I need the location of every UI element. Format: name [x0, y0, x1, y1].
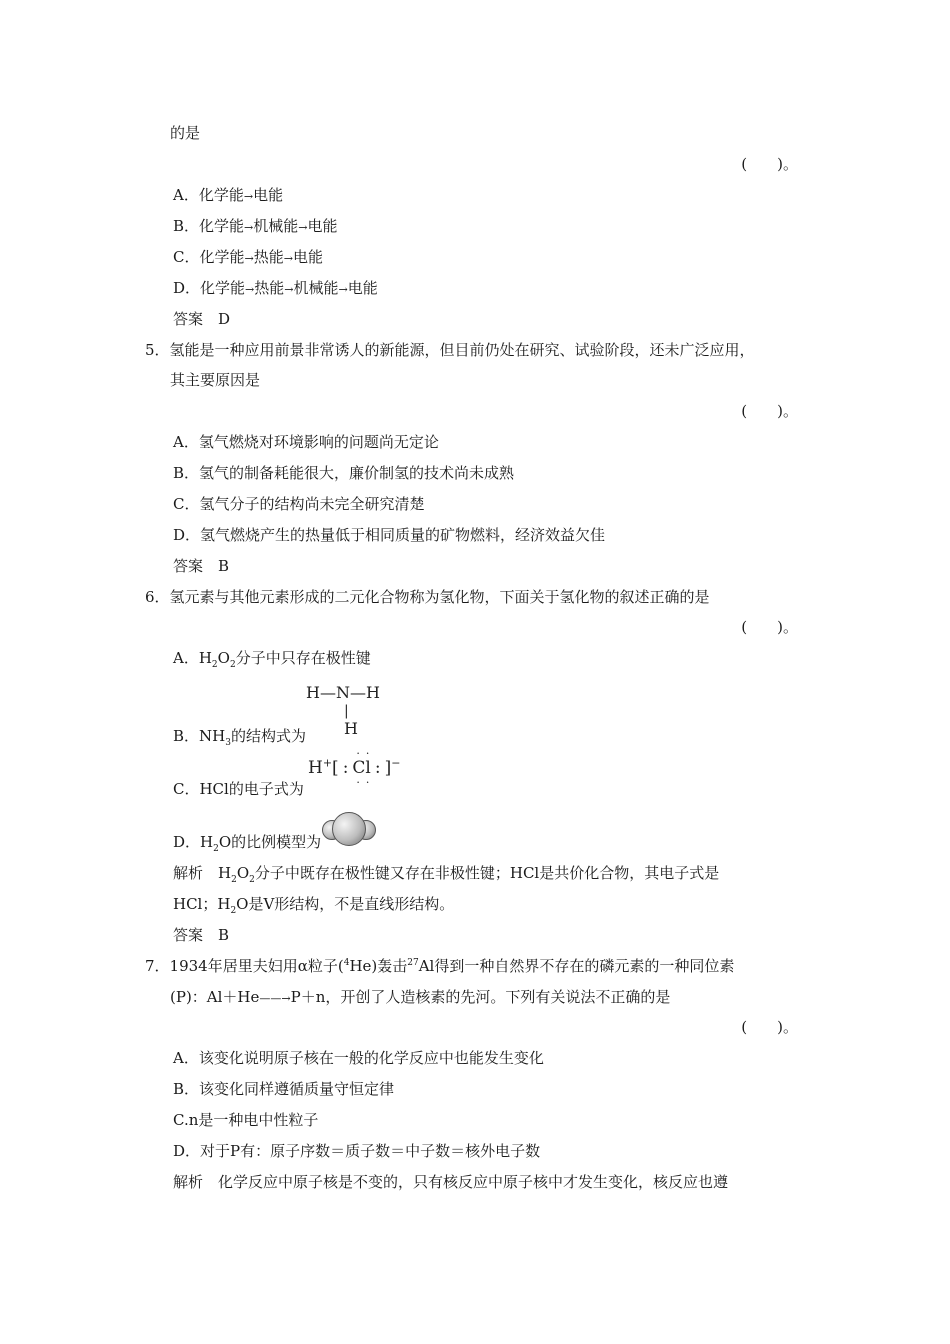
answer-blank: ( )。 — [741, 155, 798, 173]
analysis-line1: 解析 化学反应中原子核是不变的，只有核反应中原子核中才发生变化，核反应也遵 — [173, 1173, 729, 1191]
option-a: A．氢气燃烧对环境影响的问题尚无定论 — [173, 433, 439, 451]
nh3-bond: | — [344, 703, 349, 719]
answer-line: 答案 B — [173, 926, 230, 944]
option-a: A．该变化说明原子核在一般的化学反应中也能发生变化 — [173, 1049, 544, 1067]
question-5-line2: 其主要原因是 — [170, 371, 261, 389]
question-5-line1: 5．氢能是一种应用前景非常诱人的新能源，但目前仍处在研究、试验阶段，还未广泛应用， — [145, 341, 755, 359]
answer-blank: ( )。 — [741, 402, 798, 420]
option-c: C．HCl的电子式为 — [173, 780, 304, 798]
option-d: D．氢气燃烧产生的热量低于相同质量的矿物燃料，经济效益欠佳 — [173, 526, 606, 544]
question-tail: 的是 — [170, 124, 201, 142]
option-b: B．$NH_3$的结构式为 — [173, 727, 306, 748]
nh3-bottom-h: H — [344, 719, 358, 738]
option-a: A．$H_2O_2$分子中只存在极性键 — [173, 649, 371, 670]
answer-line: 答案 D — [173, 310, 231, 328]
option-b: B．化学能→机械能→电能 — [173, 217, 338, 235]
analysis-line1: 解析 $H_2O_2$分子中既存在极性键又存在非极性键；HCl是共价化合物，其电子式是 — [173, 864, 720, 885]
option-b: B．该变化同样遵循质量守恒定律 — [173, 1080, 395, 1098]
option-d: D．对于P有：原子序数＝质子数＝中子数＝核外电子数 — [173, 1142, 541, 1160]
answer-line: 答案 B — [173, 557, 230, 575]
option-c: C．氢气分子的结构尚未完全研究清楚 — [173, 495, 425, 513]
option-c: C．化学能→热能→电能 — [173, 248, 323, 266]
answer-blank: ( )。 — [741, 1018, 798, 1036]
question-6-line1: 6．氢元素与其他元素形成的二元化合物称为氢化物，下面关于氢化物的叙述正确的是 — [145, 588, 710, 606]
question-7-line1: 7．1934年居里夫妇用α粒子($^4$He)轰击$^{27}$Al得到一种自然界不存在的磷元素的一种同位素 — [145, 957, 735, 975]
option-d: D．$H_2O$的比例模型为 — [173, 833, 322, 854]
option-a: A．化学能→电能 — [173, 186, 284, 204]
h2o-space-filling-model-icon — [322, 812, 376, 846]
option-d: D．化学能→热能→机械能→电能 — [173, 279, 378, 297]
nh3-structural-formula — [306, 683, 380, 739]
analysis-line2: HCl；$H_2O$是V形结构，不是直线形结构。 — [173, 895, 455, 916]
nh3-top-row: H—N—H — [306, 683, 380, 702]
answer-blank: ( )。 — [741, 618, 798, 636]
hcl-electron-formula: H+[ : ·· Cl ·· : ]− — [308, 747, 401, 789]
question-7-line2: (P)：Al＋He——→P＋n，开创了人造核素的先河。下列有关说法不正确的是 — [170, 988, 671, 1006]
option-c: C.n是一种电中性粒子 — [173, 1111, 319, 1129]
option-b: B．氢气的制备耗能很大，廉价制氢的技术尚未成熟 — [173, 464, 515, 482]
